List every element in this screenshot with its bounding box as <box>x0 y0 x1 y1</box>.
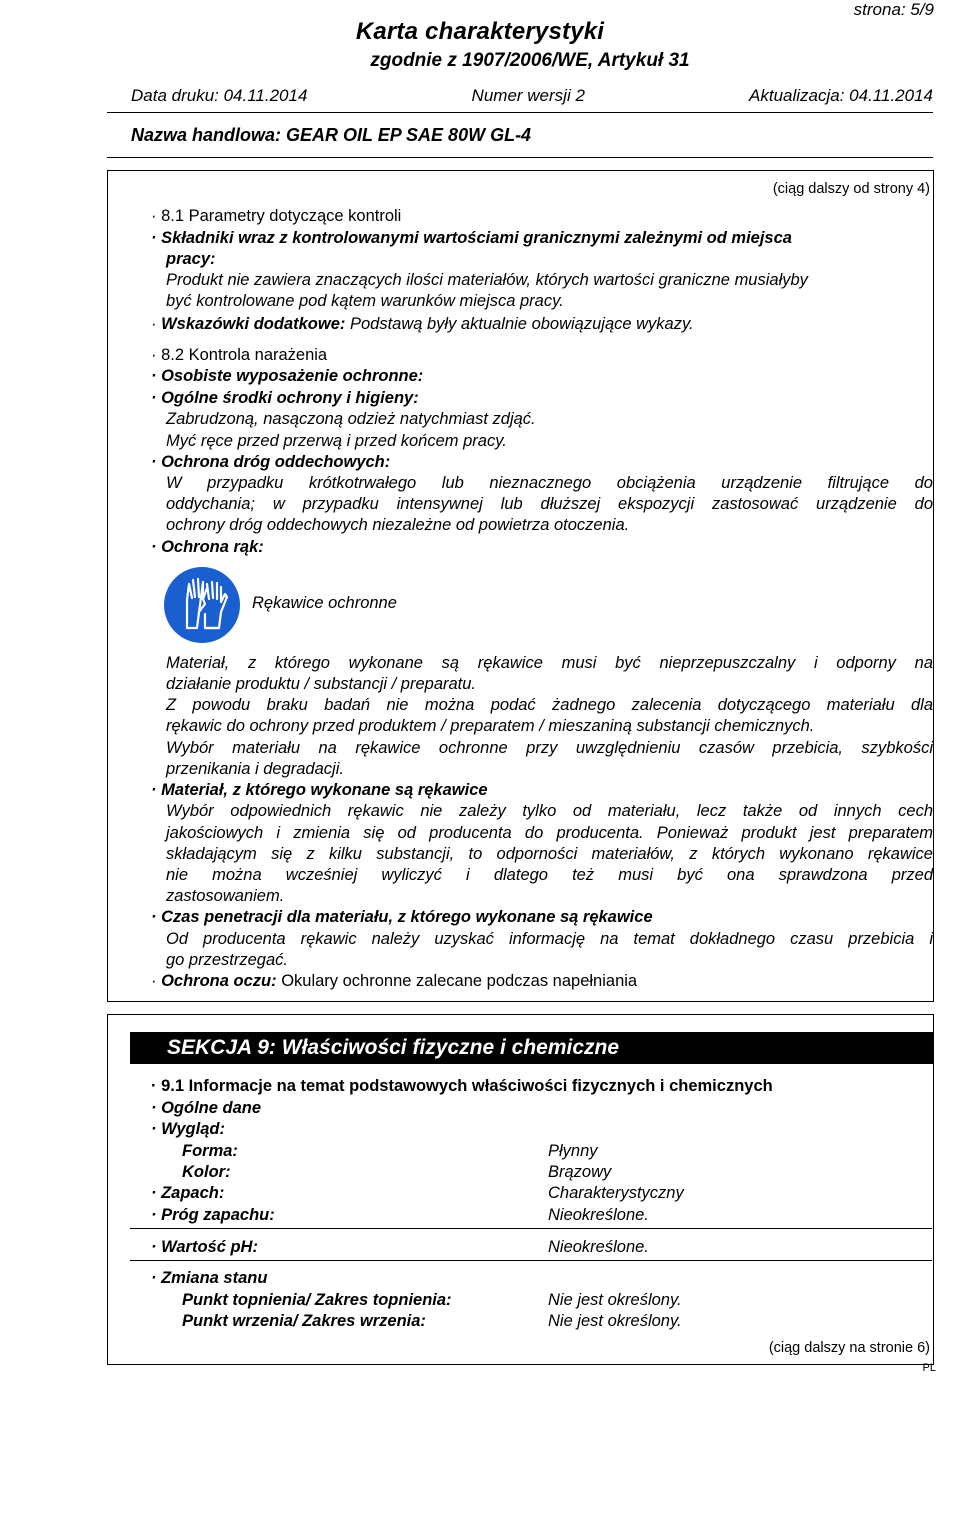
additional-notes: · Wskazówki dodatkowe: Podstawą były aktualnie obowiązujące wykazy. <box>151 315 694 333</box>
header-divider-bottom <box>107 157 933 158</box>
hands-text-5: Wybór materiału na rękawice ochronne przy uwzględnieniu czasów przebicia, szybkości <box>166 739 933 757</box>
boiling-point-label: Punkt wrzenia/ Zakres wrzenia: <box>182 1312 426 1330</box>
eye-protection-label: Ochrona oczu: <box>161 972 277 990</box>
components-label: · Składniki wraz z kontrolowanymi wartościami granicznymi zależnymi od miejsca <box>151 229 792 247</box>
form-label: Forma: <box>182 1142 238 1160</box>
respiratory-text-2: oddychania; w przypadku intensywnej lub dłuższej ekspozycji zastosować urządzenie do <box>166 495 933 513</box>
eye-protection-text: Okulary ochronne zalecane podczas napełniania <box>276 972 638 990</box>
color-value: Brązowy <box>548 1163 612 1181</box>
update-date: Aktualizacja: 04.11.2014 <box>749 86 933 105</box>
state-change-label: · Zmiana stanu <box>151 1269 268 1287</box>
page-number: strona: 5/9 <box>853 0 934 19</box>
hygiene-label: · Ogólne środki ochrony i higieny: <box>151 389 419 407</box>
components-text-1: Produkt nie zawiera znaczących ilości materiałów, których wartości graniczne musiałyby <box>166 271 808 289</box>
hands-text-3: Z powodu braku badań nie można podać żadnego zalecenia dotyczącego materiału dla <box>166 696 933 714</box>
language-code: PL <box>922 1362 936 1374</box>
glove-material-text-1: Wybór odpowiednich rękawic nie zależy tylko od materiału, lecz także od innych cech <box>166 802 933 820</box>
header-divider <box>107 112 933 113</box>
general-data-label: · Ogólne dane <box>151 1099 262 1117</box>
odor-value: Charakterystyczny <box>548 1184 684 1202</box>
penetration-text-1: Od producenta rękawic należy uzyskać informację na temat dokładnego czasu przebicia i <box>166 930 933 948</box>
ppe-label: · Osobiste wyposażenie ochronne: <box>151 367 424 385</box>
melting-point-value: Nie jest określony. <box>548 1291 682 1309</box>
components-label-cont: pracy: <box>166 250 216 268</box>
ph-label: · Wartość pH: <box>151 1238 258 1256</box>
components-text-2: być kontrolowane pod kątem warunków miejsca pracy. <box>166 292 564 310</box>
odor-threshold-value: Nieokreślone. <box>548 1206 649 1224</box>
protective-gloves-icon <box>163 566 241 644</box>
section-9-title: SEKCJA 9: Właściwości fizyczne i chemiczne <box>130 1032 933 1064</box>
glove-material-text-2: jakościowych i zmienia się od producenta do producenta. Ponieważ produkt jest preparatem <box>166 824 933 842</box>
glove-material-text-4: nie można wcześniej wyliczyć i dlatego też musi być ona sprawdzona przed <box>166 866 933 884</box>
hygiene-text-2: Myć ręce przed przerwą i przed końcem pracy. <box>166 432 507 450</box>
footer-divider <box>107 1364 934 1365</box>
header-meta-row <box>131 86 933 106</box>
respiratory-text-1: W przypadku krótkotrwałego lub nieznacznego obciążenia urządzenie filtrujące do <box>166 474 933 492</box>
divider-state <box>130 1260 932 1261</box>
hands-text-4: rękawic do ochrony przed produktem / preparatem / mieszaniną substancji chemicznych. <box>166 717 815 735</box>
form-value: Płynny <box>548 1142 598 1160</box>
print-date: Data druku: 04.11.2014 <box>131 86 308 105</box>
ph-value: Nieokreślone. <box>548 1238 649 1256</box>
hands-text-1: Materiał, z którego wykonane są rękawice musi być nieprzepuszczalny i odporny na <box>166 654 933 672</box>
hands-text-2: działanie produktu / substancji / preparatu. <box>166 675 477 693</box>
appearance-label: · Wygląd: <box>151 1120 225 1138</box>
glove-material-text-3: składającym się z kilku substancji, to odporności materiałów, z których wykonano rękawice <box>166 845 933 863</box>
continued-to: (ciąg dalszy na stronie 6) <box>768 1340 930 1356</box>
hands-label: · Ochrona rąk: <box>151 538 264 556</box>
hygiene-text-1: Zabrudzoną, nasączoną odzież natychmiast zdjąć. <box>166 410 536 428</box>
heading-8-2: · 8.2 Kontrola narażenia <box>151 346 328 364</box>
glove-material-text-5: zastosowaniem. <box>166 887 285 905</box>
color-label: Kolor: <box>182 1163 231 1181</box>
version-number: Numer wersji 2 <box>471 86 585 105</box>
odor-label: · Zapach: <box>151 1184 225 1202</box>
additional-label: Wskazówki dodatkowe: <box>161 315 346 333</box>
glove-caption: Rękawice ochronne <box>252 594 397 612</box>
melting-point-label: Punkt topnienia/ Zakres topnienia: <box>182 1291 452 1309</box>
odor-threshold-label: · Próg zapachu: <box>151 1206 275 1224</box>
document-title: Karta charakterystyki <box>355 18 605 45</box>
heading-9-1: · 9.1 Informacje na temat podstawowych właściwości fizycznych i chemicznych <box>151 1077 773 1095</box>
boiling-point-value: Nie jest określony. <box>548 1312 682 1330</box>
additional-text: Podstawą były aktualnie obowiązujące wykazy. <box>345 315 694 333</box>
penetration-text-2: go przestrzegać. <box>166 951 288 969</box>
document-subtitle: zgodnie z 1907/2006/WE, Artykuł 31 <box>370 50 690 71</box>
heading-8-1: · 8.1 Parametry dotyczące kontroli <box>151 207 402 225</box>
divider-ph <box>130 1228 932 1229</box>
respiratory-text-3: ochrony dróg oddechowych niezależne od powietrza otoczenia. <box>166 516 630 534</box>
trade-name: Nazwa handlowa: GEAR OIL EP SAE 80W GL-4 <box>131 125 532 145</box>
respiratory-label: · Ochrona dróg oddechowych: <box>151 453 391 471</box>
continued-from: (ciąg dalszy od strony 4) <box>772 181 930 197</box>
penetration-label: · Czas penetracji dla materiału, z którego wykonane są rękawice <box>151 908 653 926</box>
eye-protection: · Ochrona oczu: Okulary ochronne zalecane podczas napełniania <box>151 972 638 990</box>
hands-text-6: przenikania i degradacji. <box>166 760 344 778</box>
glove-material-label: · Materiał, z którego wykonane są rękawice <box>151 781 488 799</box>
